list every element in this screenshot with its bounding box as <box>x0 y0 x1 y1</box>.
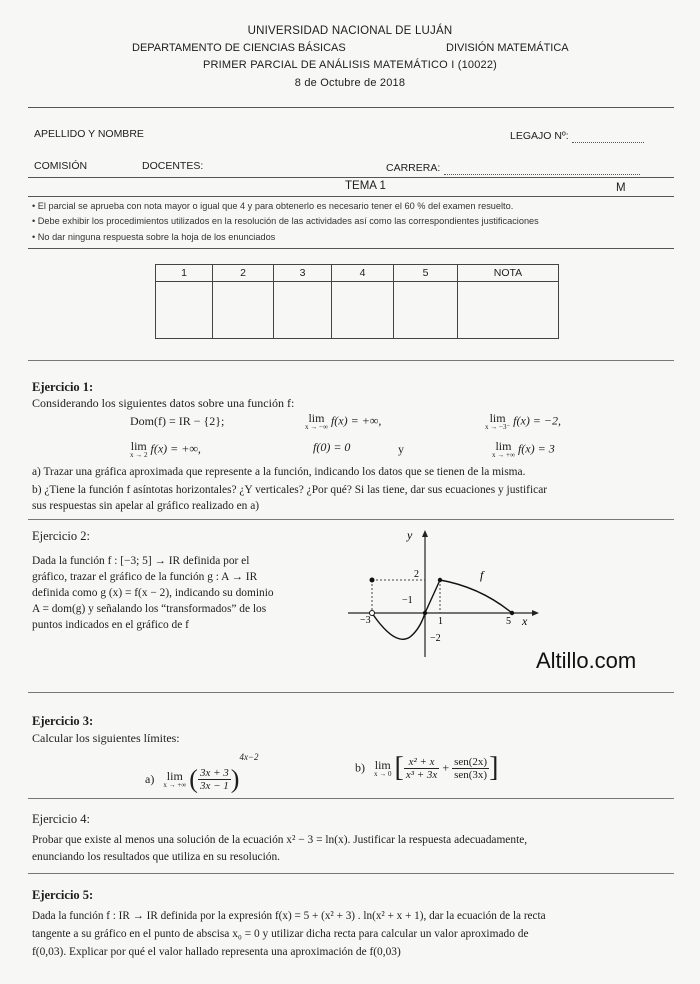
ej1-limit-2: lim x → −3⁻ f(x) = −2, <box>485 411 562 431</box>
x-axis-label: x <box>522 614 528 628</box>
ej1-part-b: b) ¿Tiene la función f asíntotas horizontales? ¿Y verticales? ¿Por qué? Si las tiene, dar sus ecuaciones y justificar <box>32 484 548 496</box>
exam-title: PRIMER PARCIAL DE ANÁLISIS MATEMÁTICO I (10022) <box>202 59 498 71</box>
x-axis-arrow <box>532 610 539 616</box>
form-mid-rule <box>28 177 674 178</box>
grade-header: NOTA <box>458 265 559 282</box>
curve-f-right <box>440 580 512 613</box>
legajo-label: LEGAJO Nº: <box>510 130 569 142</box>
grade-header: 4 <box>332 265 394 282</box>
ej1-title: Ejercicio 1: <box>32 380 94 394</box>
point-marker <box>423 611 427 615</box>
point-marker <box>438 578 442 582</box>
grade-table <box>155 264 559 339</box>
ej3-limit-a: a) lim x → +∞ ( $\frac{3x + 3}{3x - 1}$ )$^{4x-2}$ <box>145 752 259 794</box>
ej4-line: enunciando los resultados que utiliza en su resolución. <box>32 851 281 863</box>
ej3-limit-b: b) lim x → 0 [ $\frac{\text{x² + x}}{\text{x³ + 3x}}$ + $\frac{\text{sen(2x)}}{\text{sen(3x)}}$ ] <box>355 752 499 783</box>
ej1-limit-3: lim x → 2 f(x) = +∞, <box>130 439 201 459</box>
point-marker <box>510 611 514 615</box>
rule-item: • Debe exhibir los procedimientos utilizados en la resolución de las actividades así como las correspondientes justificaciones <box>32 216 539 226</box>
division-title: DIVISIÓN MATEMÁTICA <box>446 42 569 54</box>
grade-header: 5 <box>394 265 458 282</box>
comision-label: COMISIÓN <box>34 160 88 172</box>
rule-item: • El parcial se aprueba con nota mayor o igual que 4 y para obtenerlo es necesario tener el 60 % del examen resuelto. <box>32 201 514 211</box>
grade-header: 1 <box>156 265 213 282</box>
ej3-intro: Calcular los siguientes límites: <box>32 731 180 745</box>
legajo-field[interactable] <box>572 142 644 143</box>
carrera-label: CARRERA: <box>386 162 441 174</box>
tema-label: TEMA 1 <box>345 180 386 192</box>
section-divider <box>28 798 674 799</box>
y-axis-arrow <box>422 530 428 537</box>
ej1-part-a: a) Trazar una gráfica aproximada que represente a la función, indicando los datos que se tienen de la misma. <box>32 466 526 478</box>
ej5-line: f(0,03). Explicar por qué el valor hallado representa una aproximación de f(0,03) <box>32 946 401 958</box>
grade-cell[interactable] <box>458 282 559 339</box>
grade-header: 2 <box>213 265 274 282</box>
grade-cell[interactable] <box>156 282 213 339</box>
section-divider <box>28 360 674 361</box>
curve-f-left <box>372 613 425 639</box>
grade-cell[interactable] <box>394 282 458 339</box>
tick-label: 5 <box>506 616 511 627</box>
tick-label: 1 <box>438 616 443 627</box>
ej2-line: gráfico, trazar el gráfico de la función g : A → IR <box>32 571 258 583</box>
university-title: UNIVERSIDAD NACIONAL DE LUJÁN <box>247 25 453 37</box>
ej2-graph <box>340 525 540 660</box>
ej2-title: Ejercicio 2: <box>32 529 90 543</box>
tick-label: −2 <box>430 633 441 644</box>
docentes-label: DOCENTES: <box>142 160 204 172</box>
ej5-line: Dada la función f : IR → IR definida por la expresión f(x) = 5 + (x² + 3) . ln(x² + x + 1), dar la ecuación de la recta <box>32 910 546 922</box>
carrera-field[interactable] <box>444 174 640 175</box>
department-title: DEPARTAMENTO DE CIENCIAS BÁSICAS <box>132 42 346 54</box>
curve-f-rise <box>425 580 440 613</box>
grade-cell[interactable] <box>274 282 332 339</box>
ej1-domain: Dom(f) = IR − {2}; <box>130 414 225 428</box>
grade-header: 3 <box>274 265 332 282</box>
section-divider <box>28 692 674 693</box>
section-divider <box>28 519 674 520</box>
form-top-rule <box>28 107 674 108</box>
ej2-line: A = dom(g) y señalando los “transformados” de los <box>32 603 267 615</box>
ej1-limit-4: lim x → +∞ f(x) = 3 <box>492 439 555 459</box>
grade-cell[interactable] <box>213 282 274 339</box>
ej1-part-b-cont: sus respuestas sin apelar al gráfico realizado en a) <box>32 500 260 512</box>
ej2-line: definida como g (x) = f(x − 2), indicando su dominio <box>32 587 274 599</box>
ej4-line: Probar que existe al menos una solución de la ecuación x² − 3 = ln(x). Justificar la respuesta adecuadamente, <box>32 834 528 846</box>
ej2-line: puntos indicados en el gráfico de f <box>32 619 189 631</box>
tick-label: −1 <box>402 595 413 606</box>
rules-bottom-rule <box>28 248 674 249</box>
ej1-limit-1: lim x → −∞ f(x) = +∞, <box>305 411 382 431</box>
ej1-intro: Considerando los siguientes datos sobre una función f: <box>32 396 295 410</box>
ej3-title: Ejercicio 3: <box>32 714 94 728</box>
exam-date: 8 de Octubre de 2018 <box>294 77 406 89</box>
ej4-title: Ejercicio 4: <box>32 812 90 826</box>
f-label: f <box>480 568 484 582</box>
ej5-line: tangente a su gráfico en el punto de abscisa x₀ = 0 y utilizar dicha recta para calcular un valor aproximado de <box>32 928 529 940</box>
grade-cell[interactable] <box>332 282 394 339</box>
turno-label: M <box>616 182 626 194</box>
rule-item: • No dar ninguna respuesta sobre la hoja de los enunciados <box>32 232 276 242</box>
ej1-and: y <box>398 442 404 456</box>
point-marker <box>370 578 375 583</box>
watermark: Altillo.com <box>536 648 637 673</box>
y-axis-label: y <box>407 528 413 542</box>
tick-label: −3 <box>360 615 371 626</box>
tick-label: 2 <box>414 569 419 580</box>
rules-top-rule <box>28 196 674 197</box>
name-label: APELLIDO Y NOMBRE <box>34 128 144 140</box>
ej5-title: Ejercicio 5: <box>32 888 94 902</box>
ej2-line: Dada la función f : [−3; 5] → IR definida por el <box>32 555 250 567</box>
ej1-f0: f(0) = 0 <box>313 440 351 454</box>
section-divider <box>28 873 674 874</box>
